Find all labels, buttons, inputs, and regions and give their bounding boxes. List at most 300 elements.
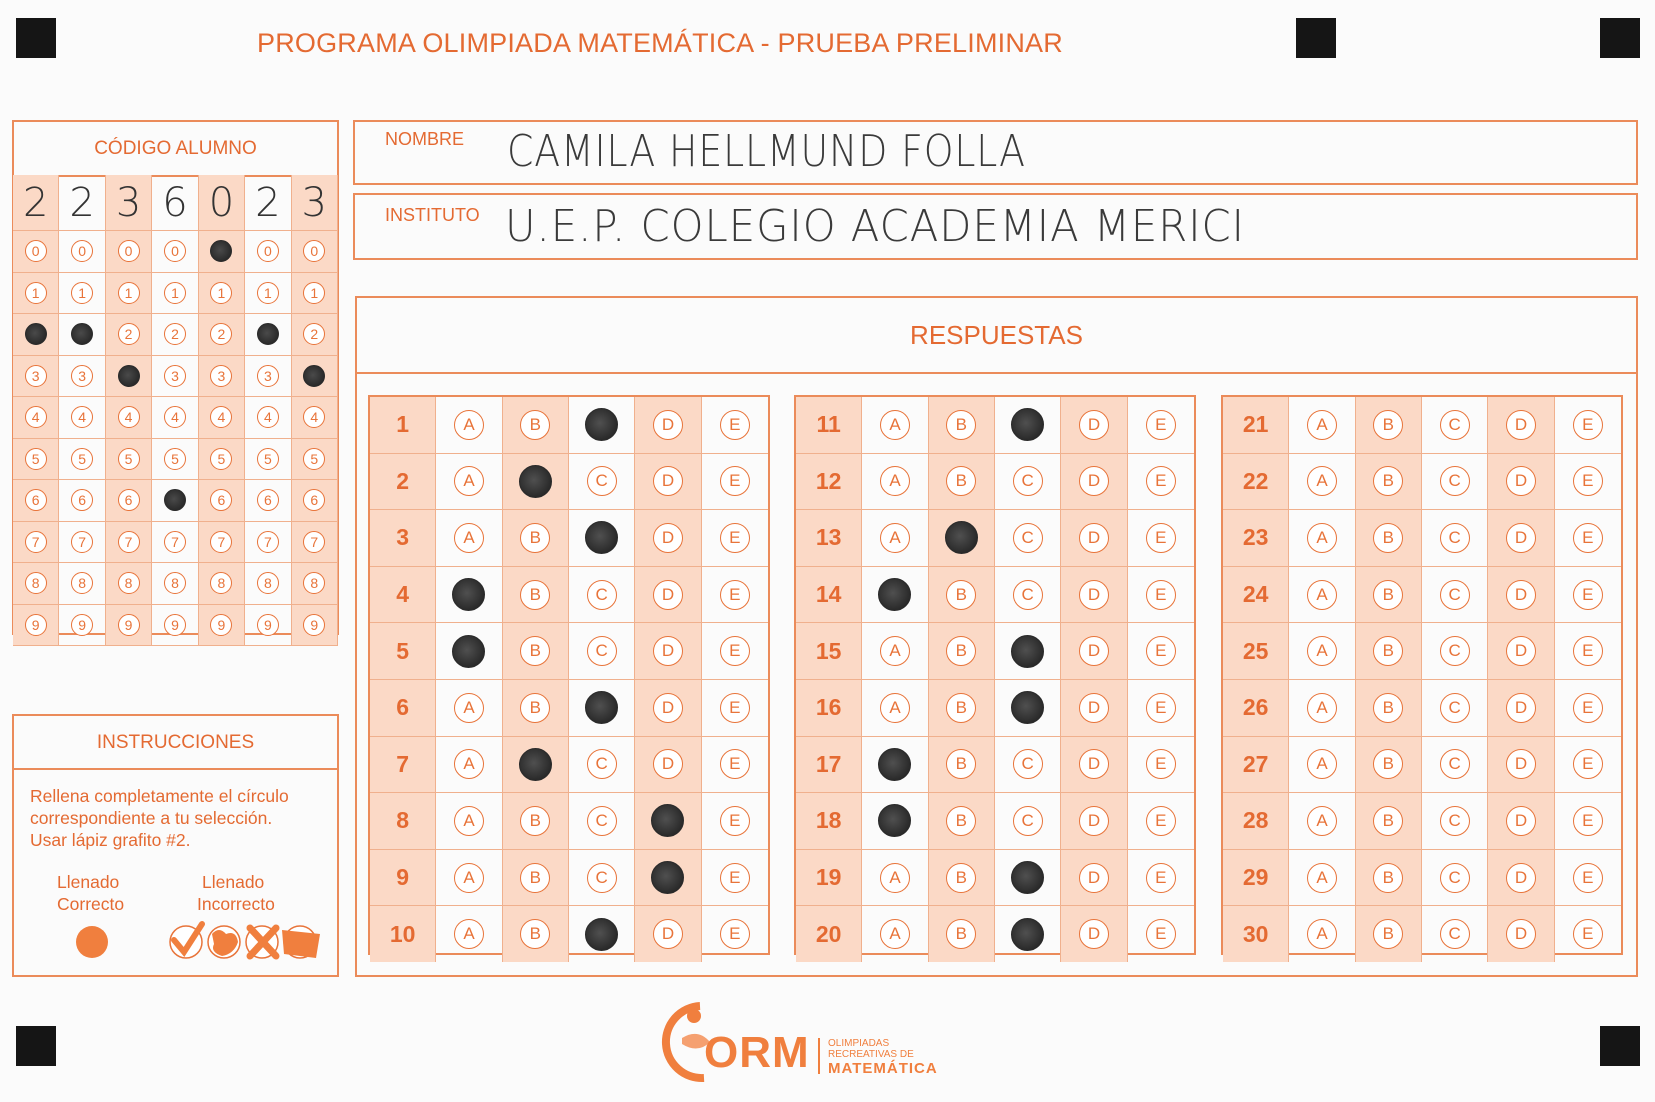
code-bubble[interactable]: 7 <box>118 531 140 553</box>
answer-bubble-c[interactable] <box>1011 861 1044 894</box>
code-bubble-cell <box>13 480 58 522</box>
answer-bubble-a[interactable]: A <box>1307 863 1337 893</box>
code-bubble[interactable]: 8 <box>71 572 93 594</box>
code-bubble[interactable] <box>257 323 279 345</box>
code-bubble[interactable]: 7 <box>210 531 232 553</box>
answer-bubble-a[interactable]: A <box>880 919 910 949</box>
code-bubble[interactable]: 8 <box>257 572 279 594</box>
code-bubble[interactable]: 4 <box>257 406 279 428</box>
answer-bubble-b[interactable]: B <box>520 523 550 553</box>
code-bubble[interactable]: 1 <box>164 282 186 304</box>
code-bubble[interactable]: 4 <box>303 406 325 428</box>
code-bubble[interactable]: 6 <box>303 489 325 511</box>
code-bubble[interactable]: 5 <box>25 448 47 470</box>
answer-bubble-a[interactable]: A <box>880 636 910 666</box>
answer-bubble-b[interactable]: B <box>946 749 976 779</box>
question-number-cell <box>1223 397 1289 453</box>
answer-option-cell <box>995 680 1061 736</box>
answer-bubble-b[interactable]: B <box>520 863 550 893</box>
answer-option-cell <box>929 850 995 906</box>
code-bubble[interactable]: 9 <box>164 614 186 636</box>
answer-bubble-c[interactable]: C <box>587 863 617 893</box>
answer-row <box>796 567 1194 624</box>
code-bubble[interactable]: 7 <box>71 531 93 553</box>
answer-bubble-e[interactable]: E <box>1573 636 1603 666</box>
question-number-cell <box>796 397 862 453</box>
code-bubble-cell <box>199 605 244 647</box>
answer-option-cell <box>1488 906 1554 962</box>
answer-option-cell <box>1128 567 1194 623</box>
code-bubble-cell <box>292 314 337 356</box>
answer-bubble-a[interactable]: A <box>1307 749 1337 779</box>
answer-bubble-d[interactable]: D <box>1506 636 1536 666</box>
answer-bubble-a[interactable]: A <box>454 919 484 949</box>
incorrect-fill-label-1: Llenado <box>202 872 265 892</box>
answer-bubble-e[interactable]: E <box>1146 806 1176 836</box>
answer-option-cell <box>1061 510 1127 566</box>
code-bubble[interactable]: 2 <box>210 323 232 345</box>
incorrect-fill-examples-icon <box>164 920 324 964</box>
answer-bubble-a[interactable]: A <box>880 466 910 496</box>
answer-bubble-e[interactable]: E <box>720 693 750 723</box>
answer-bubble-a[interactable]: A <box>454 863 484 893</box>
answer-bubble-b[interactable]: B <box>1373 863 1403 893</box>
answer-bubble-d[interactable]: D <box>653 693 683 723</box>
answer-bubble-e[interactable]: E <box>720 863 750 893</box>
code-bubble[interactable]: 6 <box>210 489 232 511</box>
code-bubble[interactable]: 0 <box>303 240 325 262</box>
code-bubble[interactable]: 2 <box>164 323 186 345</box>
answer-bubble-b[interactable] <box>945 521 978 554</box>
answer-bubble-d[interactable]: D <box>1506 410 1536 440</box>
question-number-cell <box>370 510 436 566</box>
answer-bubble-c[interactable]: C <box>587 806 617 836</box>
code-bubble[interactable]: 0 <box>118 240 140 262</box>
code-bubble-cell <box>59 439 104 481</box>
code-bubble[interactable]: 3 <box>71 365 93 387</box>
answer-bubble-b[interactable]: B <box>946 806 976 836</box>
answer-option-cell <box>1356 850 1422 906</box>
answer-bubble-e[interactable]: E <box>1146 636 1176 666</box>
answer-bubble-a[interactable] <box>452 578 485 611</box>
answer-option-cell <box>1422 906 1488 962</box>
answer-option-cell <box>1488 623 1554 679</box>
answer-bubble-e[interactable]: E <box>1573 749 1603 779</box>
answer-bubble-c[interactable]: C <box>1440 919 1470 949</box>
question-number: 28 <box>1242 807 1269 834</box>
answer-bubble-d[interactable]: D <box>1506 580 1536 610</box>
code-bubble[interactable]: 5 <box>71 448 93 470</box>
answer-bubble-d[interactable]: D <box>1079 749 1109 779</box>
code-bubble[interactable] <box>164 489 186 511</box>
answer-bubble-d[interactable]: D <box>653 636 683 666</box>
answer-bubble-c[interactable]: C <box>1440 636 1470 666</box>
answer-bubble-c[interactable] <box>585 691 618 724</box>
answer-bubble-b[interactable]: B <box>946 410 976 440</box>
answer-bubble-a[interactable]: A <box>880 410 910 440</box>
code-bubble-cell <box>245 397 290 439</box>
answer-bubble-d[interactable]: D <box>1506 919 1536 949</box>
instituto-label: INSTITUTO <box>385 205 480 225</box>
code-bubble-cell <box>292 605 337 647</box>
answer-bubble-d[interactable]: D <box>1079 919 1109 949</box>
answer-bubble-d[interactable]: D <box>653 523 683 553</box>
answer-bubble-c[interactable] <box>585 521 618 554</box>
answer-bubble-b[interactable] <box>519 465 552 498</box>
answer-bubble-e[interactable]: E <box>1146 580 1176 610</box>
answer-bubble-c[interactable]: C <box>1440 523 1470 553</box>
answer-bubble-b[interactable]: B <box>1373 749 1403 779</box>
code-bubble[interactable]: 7 <box>257 531 279 553</box>
code-bubble[interactable]: 1 <box>210 282 232 304</box>
question-number-cell <box>370 397 436 453</box>
code-bubble[interactable] <box>25 323 47 345</box>
answer-bubble-d[interactable]: D <box>1079 410 1109 440</box>
code-bubble[interactable]: 7 <box>164 531 186 553</box>
answer-bubble-a[interactable]: A <box>1307 919 1337 949</box>
answer-bubble-d[interactable]: D <box>653 580 683 610</box>
answer-bubble-b[interactable]: B <box>946 636 976 666</box>
answer-option-cell <box>702 510 768 566</box>
code-bubble[interactable]: 6 <box>257 489 279 511</box>
answer-bubble-a[interactable]: A <box>454 466 484 496</box>
code-bubble[interactable]: 5 <box>303 448 325 470</box>
question-number-cell <box>1223 510 1289 566</box>
answer-bubble-c[interactable]: C <box>587 749 617 779</box>
answer-bubble-a[interactable]: A <box>1307 636 1337 666</box>
answer-bubble-e[interactable]: E <box>720 523 750 553</box>
code-bubble[interactable]: 0 <box>71 240 93 262</box>
answer-bubble-c[interactable] <box>1011 691 1044 724</box>
answer-bubble-b[interactable]: B <box>1373 806 1403 836</box>
answer-option-cell <box>1128 850 1194 906</box>
answer-bubble-c[interactable]: C <box>587 466 617 496</box>
code-bubble[interactable]: 7 <box>303 531 325 553</box>
answer-bubble-e[interactable]: E <box>720 749 750 779</box>
code-bubble[interactable]: 9 <box>257 614 279 636</box>
answer-bubble-b[interactable]: B <box>1373 580 1403 610</box>
question-number: 17 <box>815 750 842 777</box>
code-bubble-cell <box>13 605 58 647</box>
answer-bubble-a[interactable]: A <box>454 523 484 553</box>
answer-bubble-c[interactable]: C <box>1440 863 1470 893</box>
code-bubble-cell <box>245 439 290 481</box>
answer-bubble-d[interactable]: D <box>1079 806 1109 836</box>
answer-bubble-b[interactable]: B <box>1373 636 1403 666</box>
answer-bubble-e[interactable]: E <box>720 410 750 440</box>
answer-bubble-d[interactable] <box>651 861 684 894</box>
answer-option-cell <box>702 623 768 679</box>
code-bubble[interactable]: 4 <box>71 406 93 428</box>
answer-option-cell <box>569 793 635 849</box>
answer-option-cell <box>503 793 569 849</box>
code-bubble[interactable]: 8 <box>303 572 325 594</box>
code-bubble[interactable] <box>71 323 93 345</box>
code-bubble[interactable]: 6 <box>71 489 93 511</box>
answer-bubble-d[interactable]: D <box>653 919 683 949</box>
answer-bubble-b[interactable]: B <box>520 806 550 836</box>
code-bubble[interactable]: 3 <box>164 365 186 387</box>
answer-bubble-d[interactable]: D <box>1506 749 1536 779</box>
answer-bubble-c[interactable]: C <box>1440 580 1470 610</box>
code-bubble[interactable]: 8 <box>164 572 186 594</box>
answer-bubble-c[interactable]: C <box>1440 466 1470 496</box>
answer-bubble-a[interactable]: A <box>454 749 484 779</box>
answer-option-cell <box>1356 510 1422 566</box>
answer-bubble-a[interactable]: A <box>1307 466 1337 496</box>
answer-bubble-d[interactable] <box>651 804 684 837</box>
answer-bubble-c[interactable]: C <box>1013 749 1043 779</box>
answer-bubble-e[interactable]: E <box>720 580 750 610</box>
answer-bubble-b[interactable]: B <box>946 693 976 723</box>
answer-row <box>796 850 1194 907</box>
answer-bubble-d[interactable]: D <box>1506 806 1536 836</box>
correct-fill-example-icon <box>74 924 110 960</box>
answer-bubble-c[interactable] <box>585 408 618 441</box>
code-bubble[interactable]: 0 <box>257 240 279 262</box>
code-bubble[interactable]: 4 <box>210 406 232 428</box>
answer-row <box>370 397 768 454</box>
answer-bubble-c[interactable]: C <box>1013 466 1043 496</box>
answer-bubble-b[interactable]: B <box>520 636 550 666</box>
question-number: 11 <box>816 411 841 438</box>
answer-bubble-c[interactable]: C <box>1440 693 1470 723</box>
code-bubble[interactable]: 8 <box>210 572 232 594</box>
nombre-field[interactable] <box>353 120 1638 185</box>
answer-bubble-e[interactable]: E <box>1146 863 1176 893</box>
answer-bubble-e[interactable]: E <box>1573 806 1603 836</box>
code-bubble[interactable]: 4 <box>164 406 186 428</box>
answer-option-cell <box>995 567 1061 623</box>
code-bubble[interactable]: 5 <box>164 448 186 470</box>
answer-option-cell <box>995 397 1061 453</box>
answer-bubble-c[interactable]: C <box>587 580 617 610</box>
code-bubble[interactable]: 9 <box>303 614 325 636</box>
correct-fill-label-2: Correcto <box>57 894 125 914</box>
answer-option-cell <box>929 454 995 510</box>
answer-option-cell <box>569 397 635 453</box>
code-bubble[interactable]: 0 <box>164 240 186 262</box>
answer-bubble-e[interactable]: E <box>1573 580 1603 610</box>
code-bubble[interactable]: 3 <box>25 365 47 387</box>
answer-bubble-e[interactable]: E <box>1573 523 1603 553</box>
answer-bubble-a[interactable] <box>878 748 911 781</box>
code-bubble[interactable]: 1 <box>71 282 93 304</box>
answer-option-cell <box>569 850 635 906</box>
answer-bubble-a[interactable]: A <box>1307 580 1337 610</box>
answer-option-cell <box>1422 737 1488 793</box>
answer-bubble-a[interactable]: A <box>454 410 484 440</box>
code-bubble[interactable] <box>303 365 325 387</box>
answer-bubble-d[interactable]: D <box>1079 693 1109 723</box>
answer-bubble-d[interactable]: D <box>1506 523 1536 553</box>
answer-bubble-e[interactable]: E <box>720 466 750 496</box>
answer-bubble-e[interactable]: E <box>1573 863 1603 893</box>
answer-bubble-b[interactable]: B <box>946 863 976 893</box>
question-number: 4 <box>396 581 410 608</box>
code-bubble[interactable]: 8 <box>25 572 47 594</box>
answer-bubble-b[interactable]: B <box>520 410 550 440</box>
answer-bubble-e[interactable]: E <box>720 919 750 949</box>
code-bubble-cell <box>59 563 104 605</box>
code-bubble[interactable] <box>118 365 140 387</box>
answer-bubble-e[interactable]: E <box>1146 523 1176 553</box>
instituto-field[interactable] <box>353 193 1638 260</box>
answer-bubble-c[interactable]: C <box>1013 580 1043 610</box>
answer-option-cell <box>1356 680 1422 736</box>
code-bubble[interactable]: 5 <box>118 448 140 470</box>
question-number-cell <box>1223 906 1289 962</box>
answer-bubble-c[interactable]: C <box>1013 523 1043 553</box>
answer-bubble-c[interactable] <box>1011 408 1044 441</box>
code-bubble[interactable]: 5 <box>210 448 232 470</box>
answer-bubble-d[interactable]: D <box>1079 580 1109 610</box>
answer-bubble-b[interactable]: B <box>1373 410 1403 440</box>
answer-option-cell <box>1289 623 1355 679</box>
question-number: 21 <box>1242 411 1269 438</box>
answer-bubble-e[interactable]: E <box>1146 693 1176 723</box>
answer-bubble-b[interactable]: B <box>520 693 550 723</box>
answer-bubble-c[interactable] <box>585 918 618 951</box>
answer-bubble-b[interactable]: B <box>520 580 550 610</box>
code-bubble[interactable]: 9 <box>71 614 93 636</box>
answer-bubble-b[interactable]: B <box>946 466 976 496</box>
answer-option-cell <box>436 397 502 453</box>
question-number: 19 <box>815 864 842 891</box>
code-bubble[interactable]: 1 <box>257 282 279 304</box>
answer-bubble-b[interactable]: B <box>1373 466 1403 496</box>
code-bubble[interactable]: 9 <box>25 614 47 636</box>
answer-bubble-a[interactable]: A <box>454 693 484 723</box>
answer-bubble-a[interactable]: A <box>1307 523 1337 553</box>
question-number-cell <box>370 737 436 793</box>
answer-bubble-b[interactable]: B <box>946 919 976 949</box>
code-bubble[interactable]: 1 <box>118 282 140 304</box>
answer-bubble-c[interactable]: C <box>1440 806 1470 836</box>
answer-row <box>796 623 1194 680</box>
code-written-digit: 0 <box>199 175 244 231</box>
answer-bubble-e[interactable]: E <box>720 636 750 666</box>
answer-bubble-a[interactable]: A <box>454 806 484 836</box>
answer-bubble-c[interactable] <box>1011 635 1044 668</box>
answer-option-cell <box>1289 850 1355 906</box>
answer-bubble-d[interactable]: D <box>653 410 683 440</box>
code-column <box>245 175 291 646</box>
answer-option-cell <box>702 737 768 793</box>
answer-bubble-e[interactable]: E <box>720 806 750 836</box>
answer-bubble-d[interactable]: D <box>1079 466 1109 496</box>
answer-bubble-a[interactable] <box>878 578 911 611</box>
answer-bubble-d[interactable]: D <box>1079 523 1109 553</box>
answer-bubble-d[interactable]: D <box>653 749 683 779</box>
code-bubble[interactable]: 5 <box>257 448 279 470</box>
code-bubble[interactable]: 4 <box>118 406 140 428</box>
question-number: 26 <box>1242 694 1269 721</box>
code-bubble[interactable]: 0 <box>25 240 47 262</box>
question-number: 25 <box>1242 637 1269 664</box>
answer-bubble-b[interactable]: B <box>1373 919 1403 949</box>
code-bubble[interactable]: 1 <box>303 282 325 304</box>
answer-bubble-c[interactable]: C <box>1013 806 1043 836</box>
answer-bubble-b[interactable]: B <box>1373 693 1403 723</box>
answer-option-cell <box>1422 850 1488 906</box>
code-bubble-cell <box>106 314 151 356</box>
answer-bubble-c[interactable]: C <box>587 636 617 666</box>
code-bubble[interactable]: 2 <box>303 323 325 345</box>
fiducial-marker-bottom-right <box>1600 1026 1640 1066</box>
answer-bubble-b[interactable]: B <box>1373 523 1403 553</box>
answer-bubble-a[interactable] <box>878 804 911 837</box>
question-number: 16 <box>815 694 842 721</box>
code-bubble-cell <box>152 356 197 398</box>
question-number: 12 <box>815 467 842 494</box>
answer-bubble-d[interactable]: D <box>1506 863 1536 893</box>
answer-bubble-a[interactable] <box>452 635 485 668</box>
answer-option-cell <box>702 680 768 736</box>
instruction-line-3: Usar lápiz grafito #2. <box>30 830 191 850</box>
code-bubble[interactable]: 9 <box>118 614 140 636</box>
answer-bubble-e[interactable]: E <box>1573 693 1603 723</box>
code-bubble[interactable]: 8 <box>118 572 140 594</box>
answer-bubble-c[interactable] <box>1011 918 1044 951</box>
code-bubble[interactable]: 7 <box>25 531 47 553</box>
answer-bubble-e[interactable]: E <box>1146 410 1176 440</box>
answer-bubble-a[interactable]: A <box>880 863 910 893</box>
answer-option-cell <box>862 623 928 679</box>
code-bubble[interactable]: 3 <box>257 365 279 387</box>
code-bubble[interactable]: 3 <box>210 365 232 387</box>
answer-bubble-e[interactable]: E <box>1573 919 1603 949</box>
code-bubble[interactable]: 2 <box>118 323 140 345</box>
code-bubble[interactable]: 6 <box>25 489 47 511</box>
answer-bubble-e[interactable]: E <box>1573 466 1603 496</box>
answer-bubble-a[interactable]: A <box>1307 806 1337 836</box>
code-bubble-cell <box>199 314 244 356</box>
answer-bubble-e[interactable]: E <box>1146 466 1176 496</box>
answer-bubble-b[interactable] <box>519 748 552 781</box>
answer-bubble-a[interactable]: A <box>1307 410 1337 440</box>
answer-bubble-a[interactable]: A <box>880 693 910 723</box>
code-bubble[interactable]: 4 <box>25 406 47 428</box>
code-bubble[interactable] <box>210 240 232 262</box>
answer-bubble-b[interactable]: B <box>520 919 550 949</box>
answer-bubble-c[interactable]: C <box>1440 410 1470 440</box>
code-bubble-cell <box>292 480 337 522</box>
code-written-digit: 6 <box>152 175 197 231</box>
answer-bubble-d[interactable]: D <box>1079 863 1109 893</box>
answer-bubble-c[interactable]: C <box>1440 749 1470 779</box>
answer-bubble-d[interactable]: D <box>653 466 683 496</box>
answer-option-cell <box>436 680 502 736</box>
answer-bubble-e[interactable]: E <box>1573 410 1603 440</box>
question-number-cell <box>370 793 436 849</box>
answer-bubble-d[interactable]: D <box>1506 466 1536 496</box>
code-written-digit: 3 <box>292 175 337 231</box>
answer-bubble-d[interactable]: D <box>1079 636 1109 666</box>
answer-bubble-d[interactable]: D <box>1506 693 1536 723</box>
answer-bubble-e[interactable]: E <box>1146 919 1176 949</box>
answer-option-cell <box>929 680 995 736</box>
answer-bubble-a[interactable]: A <box>1307 693 1337 723</box>
code-bubble[interactable]: 1 <box>25 282 47 304</box>
code-bubble-cell <box>199 480 244 522</box>
code-bubble[interactable]: 9 <box>210 614 232 636</box>
answer-bubble-a[interactable]: A <box>880 523 910 553</box>
answer-bubble-b[interactable]: B <box>946 580 976 610</box>
nombre-value: CAMILA HELLMUND FOLLA <box>507 126 1026 177</box>
answer-bubble-e[interactable]: E <box>1146 749 1176 779</box>
code-bubble[interactable]: 6 <box>118 489 140 511</box>
